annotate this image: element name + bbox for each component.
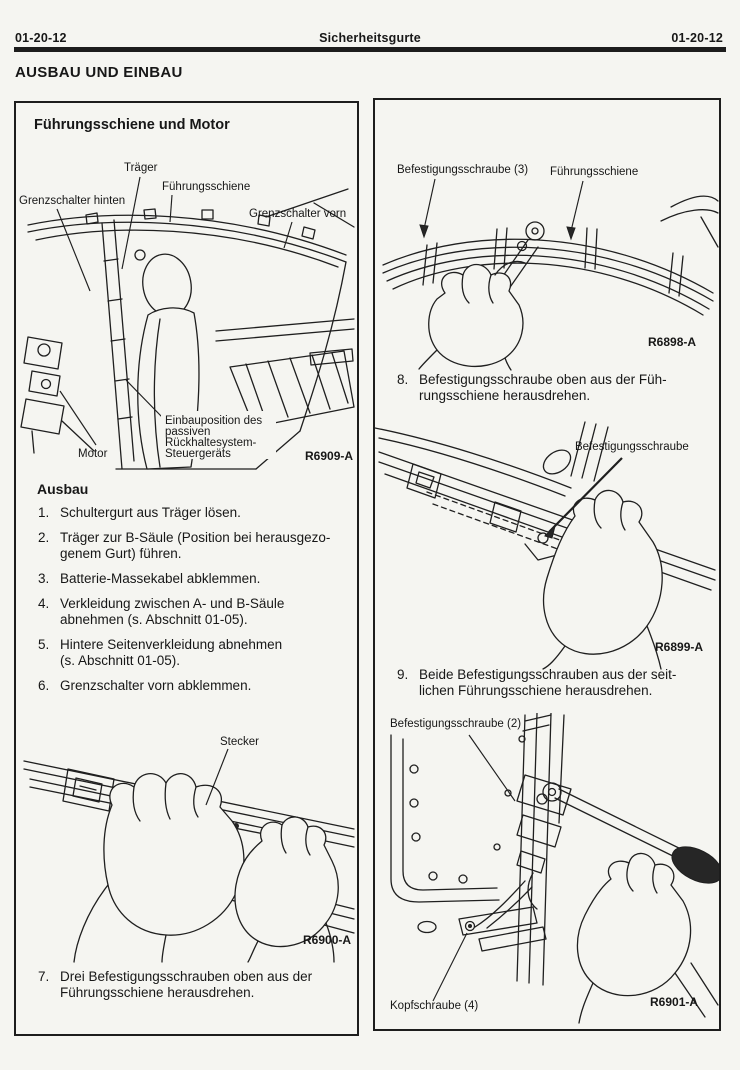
- figure-label-einbauposition-line2: passiven: [165, 426, 211, 438]
- figure-label-stecker: Stecker: [220, 736, 259, 748]
- figure-label-traeger: Träger: [124, 162, 158, 174]
- figure-r6909a-guide-rail-overview: [16, 151, 357, 483]
- figure-code-r6899a: R6899-A: [655, 640, 704, 654]
- step-9-block: [397, 667, 703, 708]
- figure-label-fuehrungsschiene: Führungsschiene: [162, 181, 251, 193]
- step-3: 3. Batterie-Massekabel abklemmen.: [38, 571, 261, 586]
- step-7-block: [38, 969, 350, 1010]
- chapter-title: Sicherheitsgurte: [319, 31, 421, 45]
- step-6: 6. Grenzschalter vorn abklemmen.: [38, 678, 252, 693]
- step-5: 5. Hintere Seitenverkleidung abnehmen (s. Abschnitt 01-05).: [38, 637, 283, 668]
- ausbau-step-list: [38, 505, 350, 703]
- section-title: AUSBAU UND EINBAU: [15, 64, 183, 81]
- figure-label-fuehrungsschiene-top: Führungsschiene: [550, 166, 639, 178]
- figure-label-befestigungsschraube: Befestigungsschraube: [575, 441, 689, 453]
- figure-code-r6900a: R6900-A: [303, 933, 352, 947]
- figure-r6898a-rail-top: [375, 115, 719, 371]
- figure-r6900a-connector: [16, 713, 357, 963]
- figure-label-motor: Motor: [78, 448, 108, 460]
- ausbau-heading: Ausbau: [37, 481, 89, 497]
- step-1: 1. Schultergurt aus Träger lösen.: [38, 505, 241, 520]
- figure-label-befestigungsschraube-2: Befestigungsschraube (2): [390, 718, 522, 730]
- step-4: 4. Verkleidung zwischen A- und B-Säule abnehmen (s. Abschnitt 01-05).: [38, 596, 285, 627]
- figure-label-kopfschraube-4: Kopfschraube (4): [390, 1000, 479, 1012]
- figure-label-grenzschalter-hinten: Grenzschalter hinten: [19, 195, 126, 207]
- figure-label-einbauposition-line3: Rückhaltesystem-: [165, 437, 257, 449]
- page-number-left: 01-20-12: [15, 31, 67, 45]
- figure-code-r6901a: R6901-A: [650, 995, 699, 1009]
- figure-label-einbauposition-line4: Steuergeräts: [165, 448, 231, 460]
- step-8-block: [397, 372, 703, 413]
- figure-label-einbauposition-line1: Einbauposition des: [165, 415, 263, 427]
- figure-label-befestigungsschraube-3: Befestigungsschraube (3): [397, 164, 529, 176]
- figure-r6901a-pillar: [375, 713, 719, 1027]
- figure-code-r6898a: R6898-A: [648, 335, 697, 349]
- header-rule: [14, 47, 726, 52]
- step-9: 9. Beide Befestigungsschrauben aus der seit- lichen Führungsschiene herausdrehen.: [397, 667, 677, 698]
- step-7: 7. Drei Befestigungsschrauben oben aus der Führungsschiene herausdrehen.: [38, 969, 313, 1000]
- step-2: 2. Träger zur B-Säule (Position bei herausgezo- genem Gurt) führen.: [38, 530, 331, 561]
- figure-label-grenzschalter-vorn: Grenzschalter vorn: [249, 208, 347, 220]
- figure-r6899a-rail-side: [375, 420, 719, 670]
- figure-code-r6909a: R6909-A: [305, 449, 354, 463]
- left-column-frame: [14, 101, 359, 1036]
- right-column-frame: [373, 98, 721, 1031]
- step-8: 8. Befestigungsschraube oben aus der Füh- rungsschiene herausdrehen.: [397, 372, 667, 403]
- page-number-right: 01-20-12: [671, 31, 723, 45]
- left-panel-title: Führungsschiene und Motor: [34, 117, 230, 133]
